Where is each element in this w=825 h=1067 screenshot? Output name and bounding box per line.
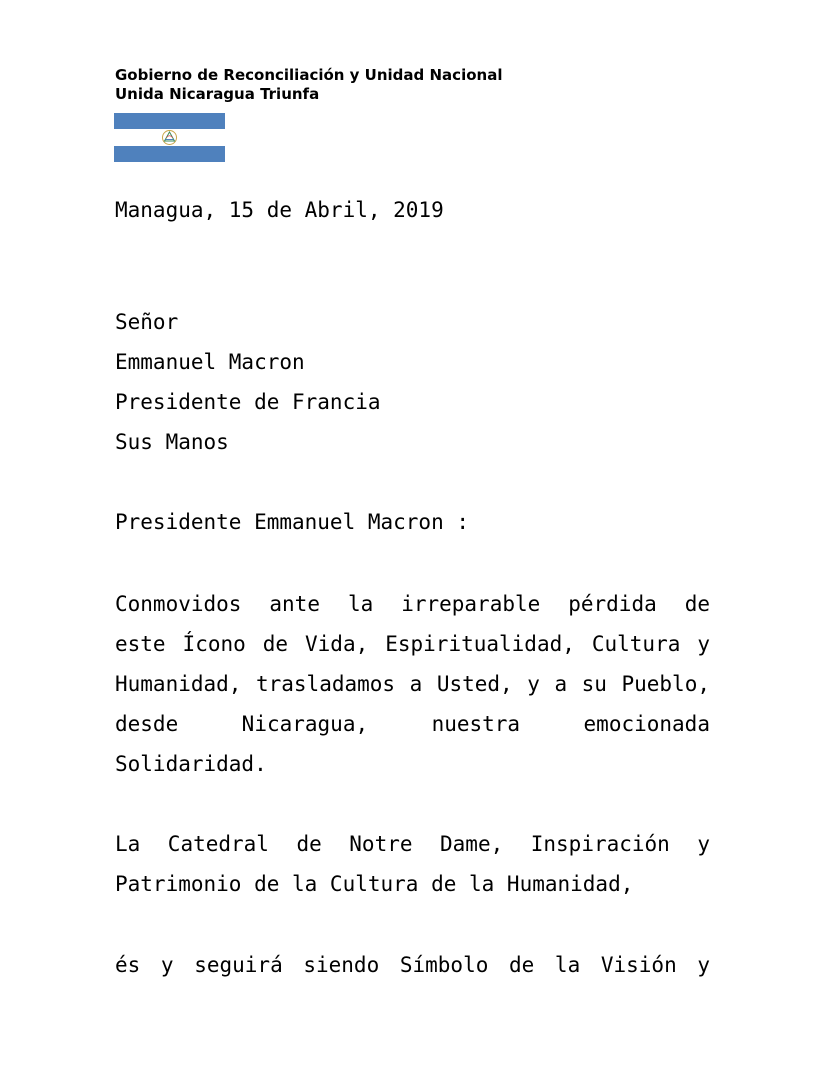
recipient-position: Presidente de Francia [115, 390, 381, 414]
salutation: Presidente Emmanuel Macron : [115, 510, 470, 534]
paragraph-word: Nicaragua, [241, 712, 369, 736]
paragraph-word: nuestra [431, 712, 521, 736]
paragraph-line: Solidaridad. [115, 752, 267, 776]
body-paragraph-3 [115, 945, 710, 985]
paragraph-word: emocionada [583, 712, 710, 736]
paragraph-line [115, 704, 710, 744]
body-paragraph-1 [115, 584, 710, 784]
letterhead [115, 66, 502, 104]
nicaragua-flag-icon [114, 113, 225, 162]
paragraph-line: Patrimonio de la Cultura de la Humanidad, [115, 872, 634, 896]
paragraph-line: este Ícono de Vida, Espiritualidad, Cultura y [115, 632, 710, 656]
letterhead-government-name: Gobierno de Reconciliación y Unidad Nacional [115, 66, 503, 84]
recipient-title: Señor [115, 310, 179, 334]
paragraph-word: desde [115, 712, 179, 736]
letter-date: Managua, 15 de Abril, 2019 [115, 198, 444, 222]
recipient-block [115, 302, 381, 462]
paragraph-line: La Catedral de Notre Dame, Inspiración y [115, 832, 710, 856]
recipient-delivery: Sus Manos [115, 430, 229, 454]
paragraph-line: Conmovidos ante la irreparable pérdida de [115, 592, 710, 616]
recipient-name: Emmanuel Macron [115, 350, 305, 374]
body-paragraph-2 [115, 824, 710, 904]
paragraph-line: és y seguirá siendo Símbolo de la Visión y [115, 953, 710, 977]
letterhead-slogan: Unida Nicaragua Triunfa [115, 85, 320, 103]
paragraph-line: Humanidad, trasladamos a Usted, y a su Pueblo, [115, 672, 710, 696]
